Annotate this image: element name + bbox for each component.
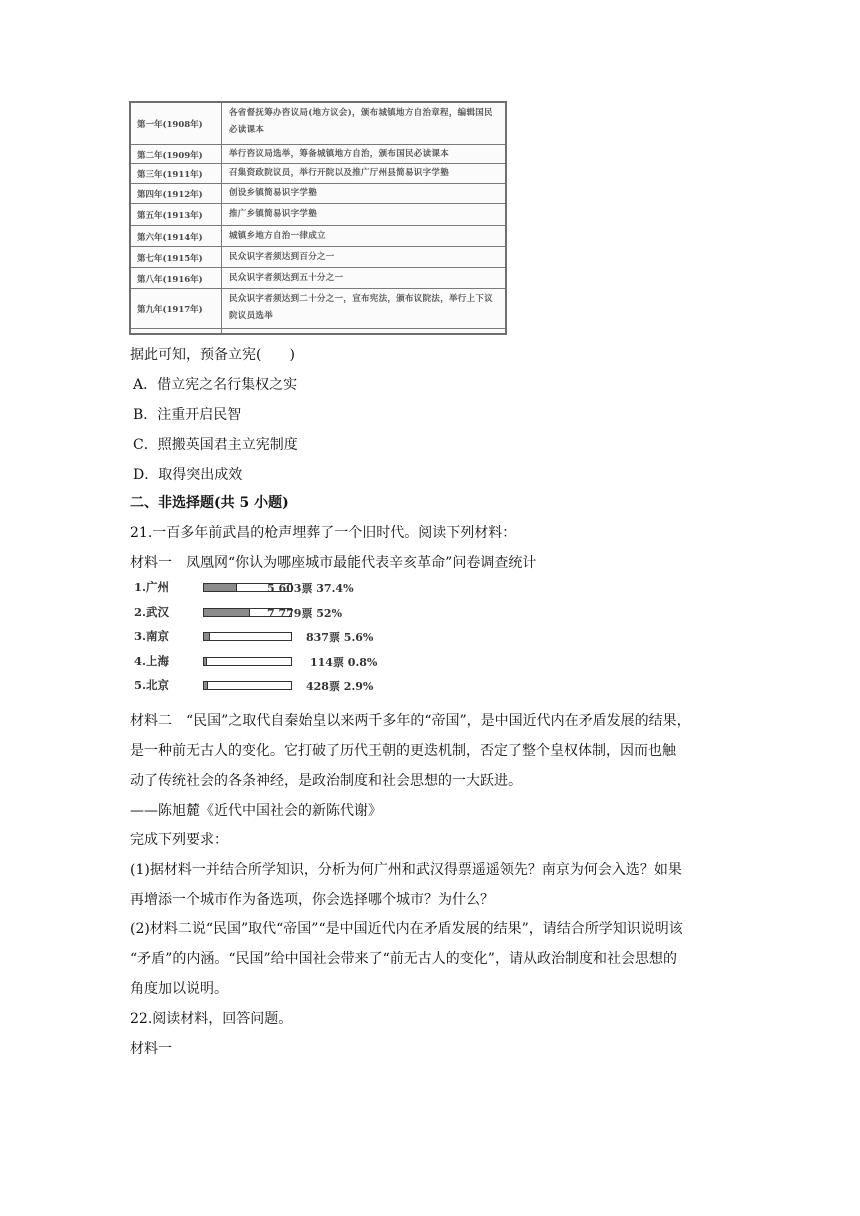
poll-bar — [203, 657, 292, 666]
question-stem: 据此可知，预备立宪( ) — [130, 347, 295, 363]
table-row — [131, 204, 505, 226]
table-row — [131, 164, 505, 184]
answer-option: A．借立宪之名行集权之实 — [133, 377, 298, 393]
year-cell: 第九年(1917年) — [137, 305, 203, 315]
year-cell: 第七年(1915年) — [137, 253, 203, 264]
poll-bar — [203, 632, 292, 641]
event-cell: 推广乡镇简易识字学塾 — [229, 209, 318, 219]
poll-votes-label: 7 779票 52% — [267, 606, 343, 620]
task-instruction: 完成下列要求： — [130, 832, 228, 848]
year-cell: 第六年(1914年) — [137, 232, 203, 243]
material1-title: 材料一 凤凰网“你认为哪座城市最能代表辛亥革命”问卷调查统计 — [130, 555, 537, 571]
answer-option: C．照搬英国君主立宪制度 — [133, 437, 298, 453]
column-divider — [221, 103, 222, 333]
poll-votes-label: 114票 0.8% — [310, 655, 378, 669]
poll-city-label: 4.上海 — [134, 653, 170, 668]
table-row — [131, 184, 505, 204]
subquestion-1-line: 再增添一个城市作为备选项，你会选择哪个城市？为什么？ — [130, 892, 494, 908]
poll-votes-label: 5 603票 37.4% — [267, 582, 354, 595]
event-cell: 城镇乡地方自治一律成立 — [229, 230, 326, 241]
preparatory-constitution-timeline-table — [129, 101, 507, 335]
event-cell: 民众识字者须达到五十分之一 — [229, 272, 344, 283]
table-row — [131, 145, 505, 164]
material2-line: 动了传统社会的各条神经，是政治制度和社会思想的一大跃进。 — [130, 773, 522, 789]
event-cell: 举行咨议局选举，筹备城镇地方自治，颁布国民必读课本 — [229, 148, 450, 159]
subquestion-2-line: (2)材料二说“民国”取代“帝国”“是中国近代内在矛盾发展的结果”，请结合所学知识说明该 — [130, 921, 683, 937]
year-cell: 第二年(1909年) — [137, 150, 203, 161]
section-heading: 二、非选择题(共 5 小题) — [130, 495, 289, 511]
poll-bar-fill — [204, 633, 210, 640]
poll-bar-fill — [204, 609, 250, 616]
event-cell: 民众识字者须达到百分之一 — [229, 251, 335, 262]
table-row — [131, 268, 505, 289]
poll-bar — [203, 681, 292, 690]
event-cell: 召集资政院议员，举行开院以及推广厅州县简易识字学塾 — [229, 168, 450, 178]
year-cell: 第一年(1908年) — [137, 120, 203, 130]
table-row — [131, 103, 505, 145]
event-cell: 创设乡镇简易识字学塾 — [229, 188, 318, 198]
poll-votes-label: 428票 2.9% — [306, 680, 374, 693]
year-cell: 第五年(1913年) — [137, 211, 203, 221]
table-row — [131, 247, 505, 268]
answer-option: D．取得突出成效 — [133, 467, 243, 483]
table-row — [131, 289, 505, 329]
subquestion-2-line: 角度加以说明。 — [130, 981, 228, 997]
event-cell: 各省督抚筹办咨议局(地方议会)，颁布城镇地方自治章程，编辑国民必读课本 — [229, 108, 493, 135]
poll-bar-fill — [204, 682, 208, 689]
answer-option: B．注重开启民智 — [133, 407, 242, 423]
q21-intro: 21.一百多年前武昌的枪声埋葬了一个旧时代。阅读下列材料： — [130, 525, 517, 541]
material2-line: 是一种前无古人的变化。它打破了历代王朝的更迭机制，否定了整个皇权体制，因而也触 — [130, 743, 676, 759]
year-cell: 第三年(1911年) — [137, 170, 203, 180]
material2-line: 材料二 “民国”之取代自秦始皇以来两千多年的“帝国”，是中国近代内在矛盾发展的结果， — [130, 713, 691, 729]
poll-city-label: 5.北京 — [134, 678, 170, 692]
event-cell: 民众识字者须达到二十分之一，宣布宪法，颁布议院法，举行上下议院议员选举 — [229, 294, 494, 321]
poll-bar-fill — [204, 658, 207, 665]
material2-source: ——陈旭麓《近代中国社会的新陈代谢》 — [130, 803, 382, 819]
subquestion-1-line: (1)据材料一并结合所学知识，分析为何广州和武汉得票遥遥领先？南京为何会入选？如果 — [130, 862, 682, 878]
poll-city-label: 1.广州 — [134, 580, 170, 594]
poll-city-label: 3.南京 — [134, 629, 170, 643]
table-row — [131, 226, 505, 247]
year-cell: 第八年(1916年) — [137, 274, 203, 285]
q22-intro: 22.阅读材料，回答问题。 — [130, 1011, 293, 1027]
poll-city-label: 2.武汉 — [134, 604, 170, 619]
q22-material1-label: 材料一 — [130, 1041, 172, 1057]
poll-votes-label: 837票 5.6% — [306, 631, 374, 644]
poll-bar-fill — [204, 584, 237, 591]
subquestion-2-line: “矛盾”的内涵。“民国”给中国社会带来了“前无古人的变化”，请从政治制度和社会思想的 — [130, 951, 677, 967]
year-cell: 第四年(1912年) — [137, 190, 203, 200]
